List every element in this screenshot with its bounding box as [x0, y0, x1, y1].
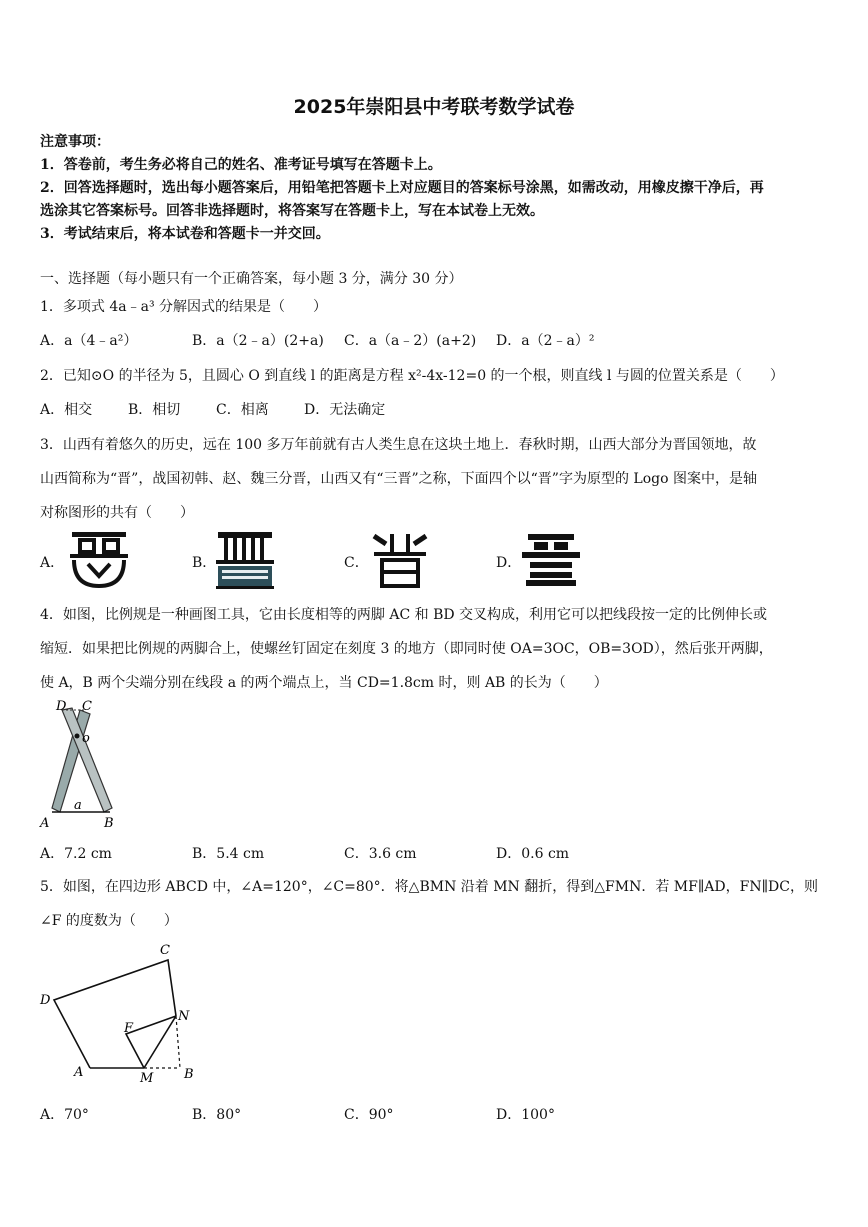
question-4-line: 缩短．如果把比例规的两脚合上，使螺丝钉固定在刻度 3 的地方（即同时使 OA=3OC，OB=3OD），然后张开两脚， [40, 641, 773, 657]
q2-option-d: D．无法确定 [304, 402, 386, 418]
q4-option-b: B．5.4 cm [192, 846, 265, 862]
question-2-stem: 2．已知⊙O 的半径为 5，且圆心 O 到直线 l 的距离是方程 x²-4x-12=0 的一个根，则直线 l 与圆的位置关系是（ ） [40, 368, 784, 384]
jin-logo-a-icon [66, 530, 132, 590]
q4-option-d: D．0.6 cm [496, 846, 570, 862]
q1-option-a: A．a（4﹣a²） [40, 333, 138, 349]
question-3-line: 山西简称为“晋”，战国初韩、赵、魏三分晋，山西又有“三晋”之称，下面四个以“晋”字为原型的 Logo 图案中，是轴 [40, 471, 757, 487]
question-3-line: 3．山西有着悠久的历史，远在 100 多万年前就有古人类生息在这块土地上．春秋时期，山西大部分为晋国领地，故 [40, 437, 757, 453]
notice-item: 2．回答选择题时，选出每小题答案后，用铅笔把答题卡上对应题目的答案标号涂黑，如需改动，用橡皮擦干净后，再 [40, 180, 764, 196]
q2-option-b: B．相切 [128, 402, 181, 418]
q4-option-a: A．7.2 cm [40, 846, 112, 862]
label-a-segment: a [74, 798, 82, 813]
question-1-stem: 1．多项式 4a﹣a³ 分解因式的结果是（ ） [40, 299, 328, 315]
proportional-compass-figure [36, 696, 126, 832]
label-b: B [104, 816, 114, 831]
label-n: N [178, 1009, 190, 1024]
notice-item: 选涂其它答案标号。回答非选择题时，将答案写在答题卡上，写在本试卷上无效。 [40, 203, 544, 219]
label-d: D [40, 993, 51, 1008]
q4-option-c: C．3.6 cm [344, 846, 417, 862]
q3-option-b: B． [192, 555, 217, 571]
question-5-line: 5．如图，在四边形 ABCD 中，∠A=120°，∠C=80°．将△BMN 沿着 MN 翻折，得到△FMN．若 MF∥AD，FN∥DC，则 [40, 879, 818, 895]
label-m: M [140, 1071, 154, 1086]
label-c: C [82, 699, 92, 714]
q3-option-d: D． [496, 555, 522, 571]
label-b: B [184, 1067, 194, 1082]
label-a: A [40, 816, 50, 831]
q5-option-b: B．80° [192, 1107, 242, 1123]
q5-option-d: D．100° [496, 1107, 555, 1123]
q2-option-a: A．相交 [40, 402, 93, 418]
q1-option-c: C．a（a﹣2）(a+2) [344, 333, 477, 349]
q1-option-d: D．a（2﹣a）² [496, 333, 595, 349]
notice-item: 1．答卷前，考生务必将自己的姓名、准考证号填写在答题卡上。 [40, 157, 442, 173]
question-4-line: 4．如图，比例规是一种画图工具，它由长度相等的两脚 AC 和 BD 交叉构成，利用它可以把线段按一定的比例伸长或 [40, 607, 768, 623]
q5-option-c: C．90° [344, 1107, 394, 1123]
q2-option-c: C．相离 [216, 402, 269, 418]
jin-logo-b-icon [214, 530, 276, 590]
label-a: A [74, 1065, 84, 1080]
notice-heading: 注意事项： [40, 134, 110, 150]
label-f: F [124, 1021, 134, 1036]
label-o: o [82, 731, 90, 746]
label-d: D [56, 699, 67, 714]
q1-option-b: B．a（2﹣a）(2+a) [192, 333, 324, 349]
q5-option-a: A．70° [40, 1107, 89, 1123]
label-c: C [160, 943, 170, 958]
jin-logo-d-icon [520, 532, 582, 588]
q3-option-c: C． [344, 555, 369, 571]
jin-logo-c-icon [370, 530, 430, 590]
q3-option-a: A． [40, 555, 65, 571]
quadrilateral-figure [36, 940, 206, 1088]
question-5-line: ∠F 的度数为（ ） [40, 913, 178, 929]
notice-item: 3．考试结束后，将本试卷和答题卡一并交回。 [40, 226, 330, 242]
page-title: 2025年崇阳县中考联考数学试卷 [293, 96, 575, 118]
section-heading: 一、选择题（每小题只有一个正确答案，每小题 3 分，满分 30 分） [40, 271, 463, 287]
question-4-line: 使 A，B 两个尖端分别在线段 a 的两个端点上，当 CD=1.8cm 时，则 AB 的长为（ ） [40, 675, 608, 691]
question-3-line: 对称图形的共有（ ） [40, 505, 194, 521]
